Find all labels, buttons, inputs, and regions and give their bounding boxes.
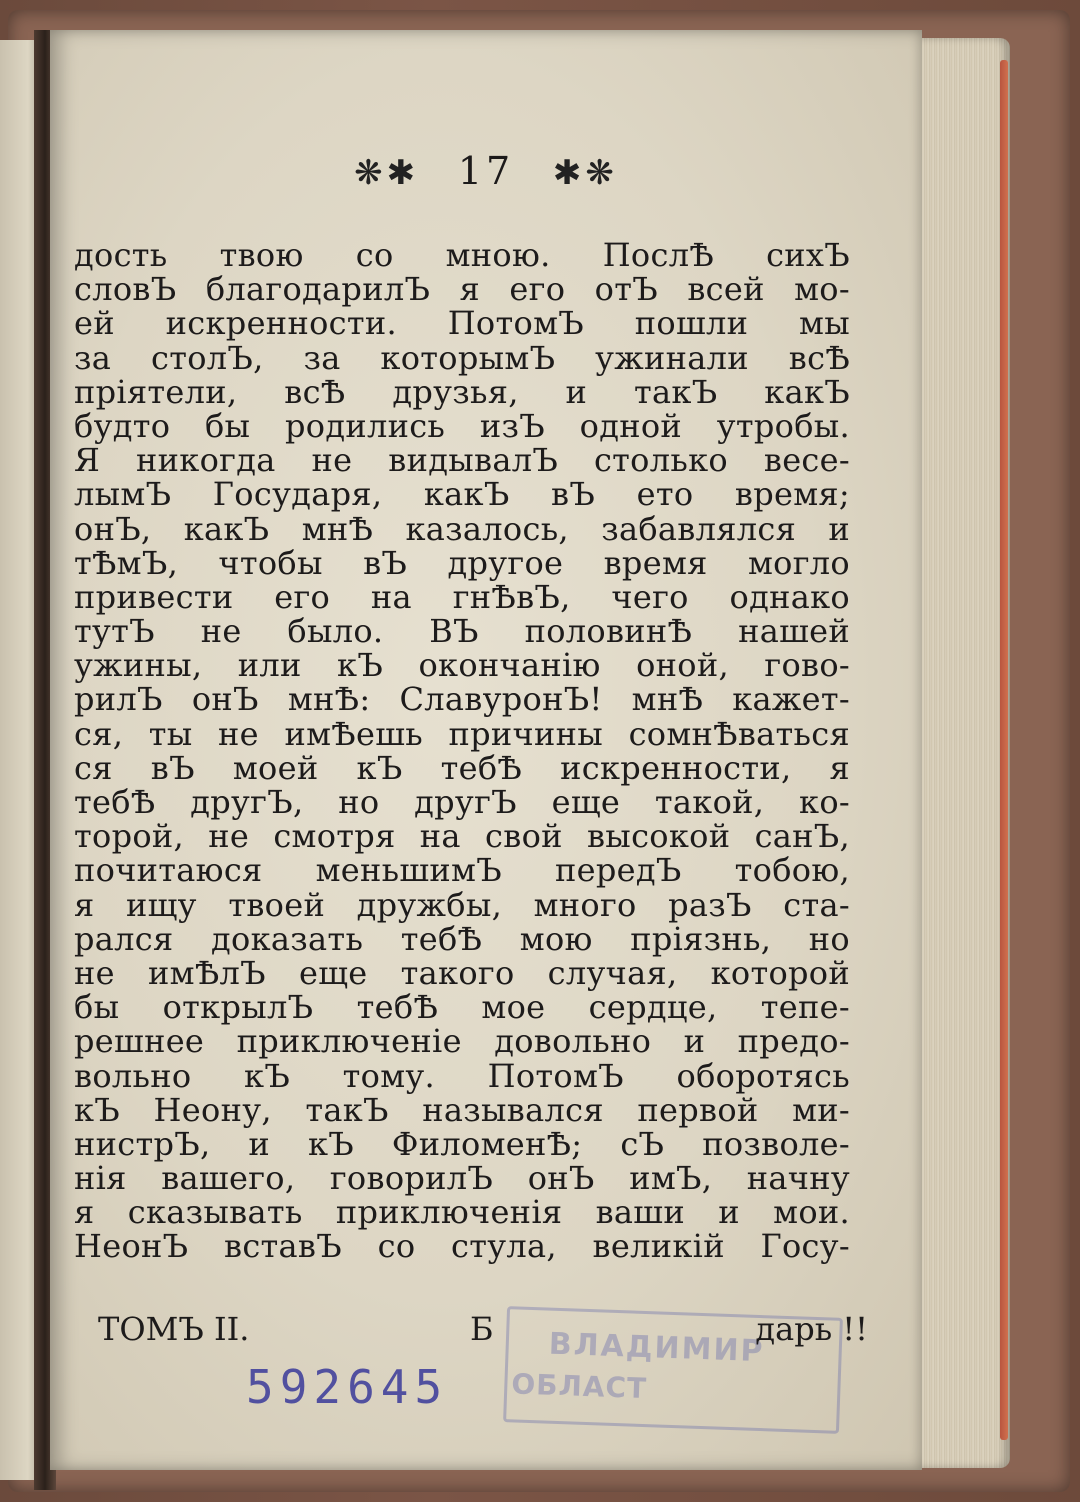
text-line: ся вЪ моей кЪ тебѢ искренности, я xyxy=(74,748,850,787)
text-line: почитаюся меньшимЪ передЪ тобою, xyxy=(74,851,850,890)
page-header xyxy=(50,148,922,194)
text-line: не имѢлЪ еще такого случая, которой xyxy=(74,953,850,992)
inventory-number: 592645 xyxy=(246,1360,449,1414)
text-line: дость твою со мною. ПослѢ сихЪ xyxy=(74,236,850,274)
text-line: тѢмЪ, чтобы вЪ другое время могло xyxy=(74,543,850,582)
text-line: нистрЪ, и кЪ ФиломенѢ; сЪ позволе- xyxy=(74,1124,850,1163)
text-line: НеонЪ вставЪ со стула, великій Госу- xyxy=(74,1227,850,1266)
text-line: лымЪ Государя, какЪ вЪ ето время; xyxy=(74,475,850,514)
catchword: дарь !! xyxy=(755,1310,868,1348)
book-page xyxy=(50,30,922,1470)
text-line: я сказывать приключенія ваши и мои. xyxy=(74,1193,850,1232)
text-line: торой, не смотря на свой высокой санЪ, xyxy=(74,817,850,856)
text-line: нія вашего, говорилЪ онЪ имЪ, начну xyxy=(74,1159,850,1198)
text-line: ся, ты не имѢешь причины сомнѢваться xyxy=(74,714,850,753)
ornament-right-icon: ✱❋ xyxy=(552,153,618,193)
text-line: ужины, или кЪ окончанію оной, гово- xyxy=(74,646,850,685)
text-line: вольно кЪ тому. ПотомЪ оборотясь xyxy=(74,1056,850,1095)
stamp-line-2: ОБЛАСТ xyxy=(510,1367,648,1406)
text-line: привести его на гнѢвЪ, чего однако xyxy=(74,577,850,616)
ornament-left-icon: ❋✱ xyxy=(354,153,420,193)
text-line: тутЪ не было. ВЪ половинѢ нашей xyxy=(74,612,850,651)
volume-label: ТОМЪ II. xyxy=(98,1310,250,1348)
page-number: 17 xyxy=(457,149,515,193)
text-line: будто бы родились изЪ одной утробы. xyxy=(74,406,850,445)
text-line: бы открылЪ тебѢ мое сердце, тепе- xyxy=(74,988,850,1027)
text-line: кЪ Неону, такЪ назывался первой ми- xyxy=(74,1090,850,1129)
text-line: ей искренности. ПотомЪ пошли мы xyxy=(74,304,850,343)
red-page-edge xyxy=(1000,60,1008,1440)
text-line: я ищу твоей дружбы, много разЪ ста- xyxy=(74,885,850,924)
page-footer xyxy=(98,1310,868,1350)
text-line: решнее приключеніе довольно и предо- xyxy=(74,1022,850,1061)
text-line: тебѢ другЪ, но другЪ еще такой, ко- xyxy=(74,783,850,821)
text-line: за столЪ, за которымЪ ужинали всѢ xyxy=(74,338,850,377)
text-line: Я никогда не видывалЪ столько весе- xyxy=(74,441,850,480)
text-line: рилЪ онЪ мнѢ: СлавуронЪ! мнѢ кажет- xyxy=(74,680,850,719)
page-text xyxy=(74,238,850,1264)
text-line: онЪ, какЪ мнѢ казалось, забавлялся и xyxy=(74,509,850,548)
text-line: рался доказать тебѢ мою пріязнь, но xyxy=(74,919,850,958)
signature-mark: Б xyxy=(470,1310,494,1348)
stamp-line-1: ВЛАДИМИР xyxy=(548,1326,766,1370)
text-line: пріятели, всѢ друзья, и такЪ какЪ xyxy=(74,372,850,411)
text-line: словЪ благодарилЪ я его отЪ всей мо- xyxy=(74,270,850,309)
